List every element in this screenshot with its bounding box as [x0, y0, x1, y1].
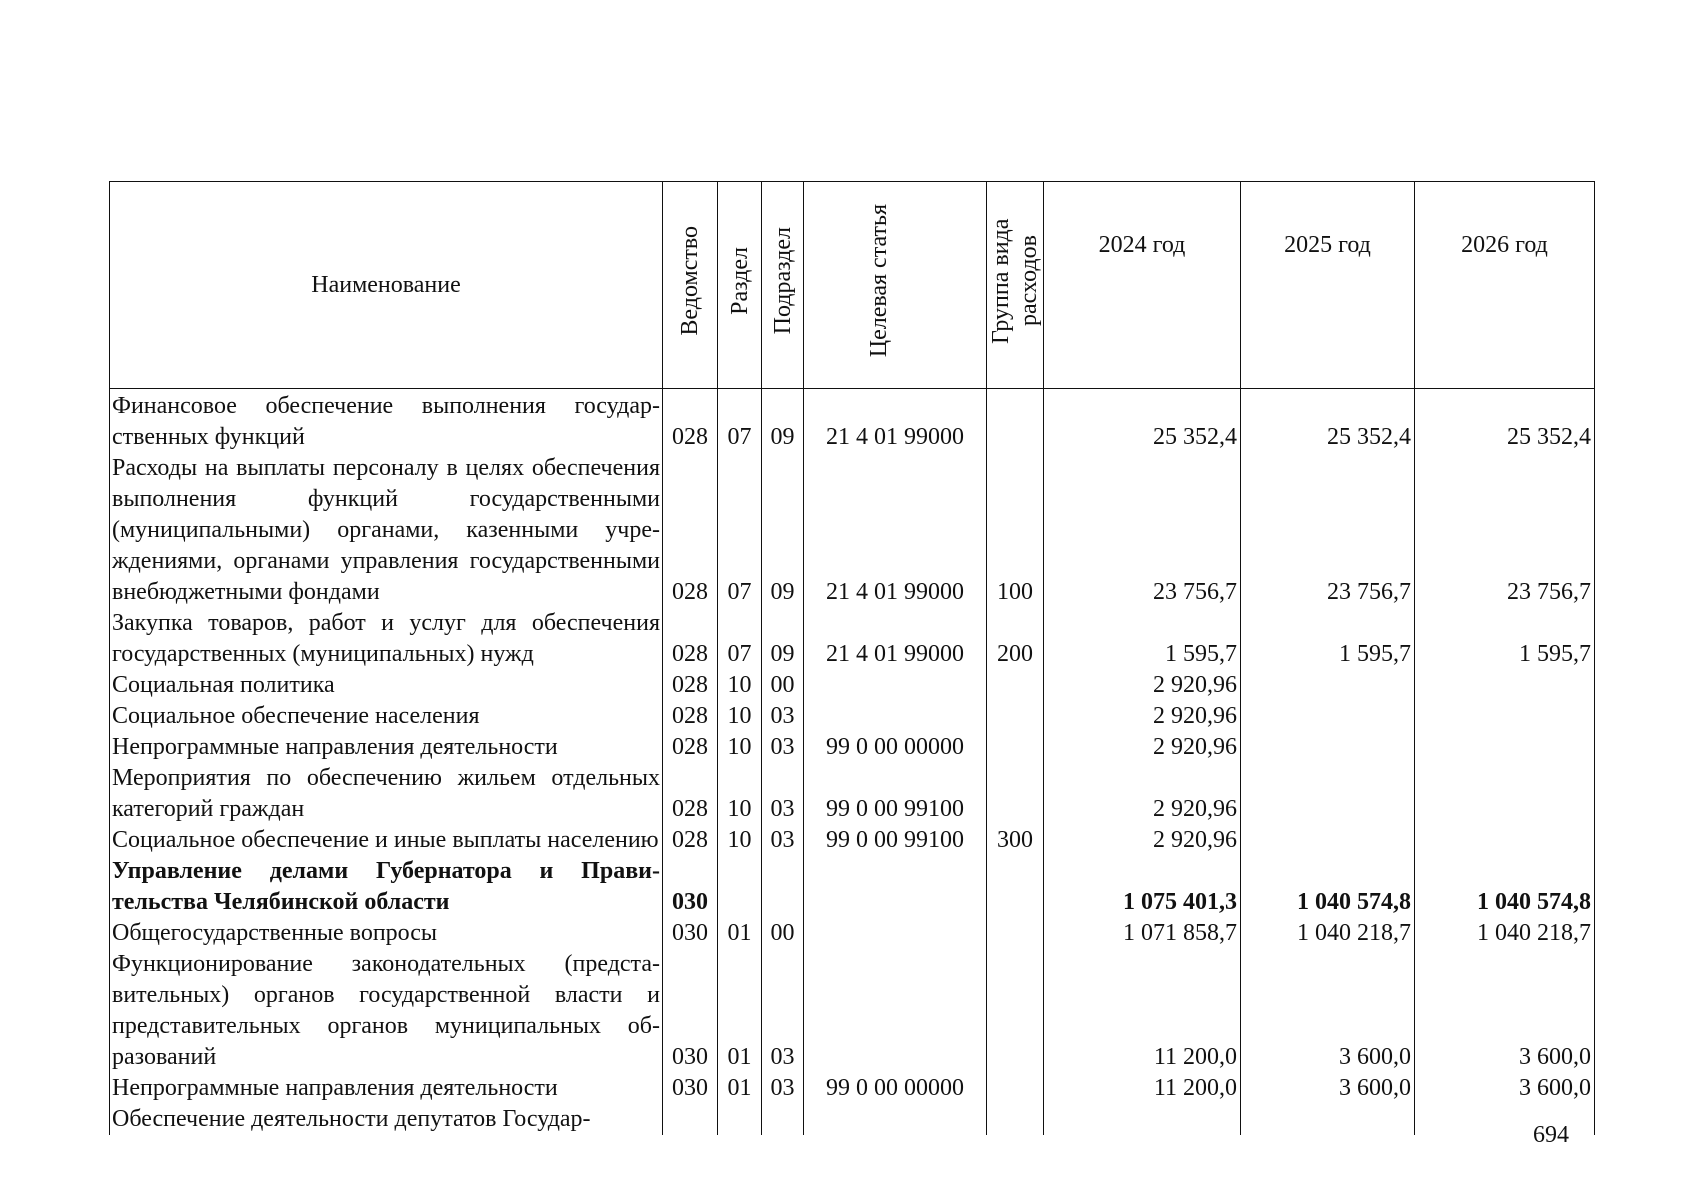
cell-name: Функционирование законодательных (представительных) органов государственной власти и представительных органов муниципальных образований	[110, 949, 663, 1073]
cell-year-2025	[1241, 825, 1415, 856]
cell-name: Обеспечение деятельности депутатов Государ-	[110, 1104, 663, 1135]
cell-year-2024: 2 920,96	[1044, 763, 1241, 825]
cell-gruppa: 100	[987, 453, 1044, 608]
cell-podrazdel	[762, 1104, 804, 1135]
cell-year-2026	[1415, 732, 1595, 763]
cell-razdel: 01	[718, 1073, 762, 1104]
budget-table	[109, 181, 1595, 1135]
header-gruppa-vida-rashodov: Группа вида расходов	[987, 182, 1044, 389]
cell-year-2025: 1 595,7	[1241, 608, 1415, 670]
table-row	[110, 918, 1595, 949]
cell-year-2024: 1 075 401,3	[1044, 856, 1241, 918]
cell-name: Непрограммные направления деятельности	[110, 732, 663, 763]
cell-year-2026: 23 756,7	[1415, 453, 1595, 608]
cell-vedomstvo: 028	[663, 732, 718, 763]
cell-podrazdel: 03	[762, 763, 804, 825]
cell-gruppa	[987, 949, 1044, 1073]
cell-vedomstvo: 028	[663, 670, 718, 701]
table-header	[110, 182, 1595, 389]
cell-vedomstvo: 028	[663, 389, 718, 454]
table-row	[110, 608, 1595, 670]
cell-podrazdel: 09	[762, 389, 804, 454]
cell-name: Социальное обеспечение населения	[110, 701, 663, 732]
cell-podrazdel: 03	[762, 1073, 804, 1104]
cell-year-2025: 23 756,7	[1241, 453, 1415, 608]
cell-razdel: 10	[718, 825, 762, 856]
cell-vedomstvo: 028	[663, 763, 718, 825]
header-celevaya-statya: Целевая статья	[804, 182, 987, 389]
cell-celevaya-statya: 99 0 00 99100	[804, 825, 987, 856]
cell-year-2026	[1415, 670, 1595, 701]
cell-gruppa	[987, 732, 1044, 763]
cell-year-2026: 3 600,0	[1415, 1073, 1595, 1104]
table-row	[110, 856, 1595, 918]
cell-year-2026: 25 352,4	[1415, 389, 1595, 454]
cell-vedomstvo: 028	[663, 453, 718, 608]
cell-year-2024: 11 200,0	[1044, 1073, 1241, 1104]
cell-celevaya-statya: 99 0 00 00000	[804, 1073, 987, 1104]
cell-year-2024: 11 200,0	[1044, 949, 1241, 1073]
table-row	[110, 453, 1595, 608]
cell-gruppa: 300	[987, 825, 1044, 856]
cell-gruppa	[987, 701, 1044, 732]
cell-podrazdel: 03	[762, 701, 804, 732]
cell-year-2024: 1 595,7	[1044, 608, 1241, 670]
cell-podrazdel: 00	[762, 918, 804, 949]
cell-gruppa	[987, 918, 1044, 949]
cell-celevaya-statya: 21 4 01 99000	[804, 453, 987, 608]
table-row	[110, 389, 1595, 454]
cell-celevaya-statya: 99 0 00 00000	[804, 732, 987, 763]
cell-year-2024: 2 920,96	[1044, 670, 1241, 701]
cell-vedomstvo: 028	[663, 825, 718, 856]
cell-razdel: 07	[718, 453, 762, 608]
header-year-2024: 2024 год	[1044, 182, 1241, 389]
cell-gruppa	[987, 1073, 1044, 1104]
cell-celevaya-statya	[804, 701, 987, 732]
cell-year-2026: 1 040 574,8	[1415, 856, 1595, 918]
cell-celevaya-statya	[804, 949, 987, 1073]
cell-gruppa	[987, 763, 1044, 825]
cell-vedomstvo: 030	[663, 918, 718, 949]
header-razdel: Раздел	[718, 182, 762, 389]
cell-year-2025: 25 352,4	[1241, 389, 1415, 454]
cell-podrazdel: 03	[762, 825, 804, 856]
cell-name: Управление делами Губернатора и Правительства Челябинской области	[110, 856, 663, 918]
table-row	[110, 701, 1595, 732]
header-podrazdel: Подраздел	[762, 182, 804, 389]
cell-year-2025	[1241, 670, 1415, 701]
cell-year-2024: 2 920,96	[1044, 825, 1241, 856]
cell-podrazdel: 09	[762, 608, 804, 670]
cell-razdel: 01	[718, 949, 762, 1073]
table-row	[110, 1073, 1595, 1104]
cell-gruppa	[987, 389, 1044, 454]
table-row	[110, 670, 1595, 701]
cell-razdel: 10	[718, 763, 762, 825]
table-body	[110, 389, 1595, 1136]
cell-year-2026	[1415, 763, 1595, 825]
cell-celevaya-statya	[804, 918, 987, 949]
header-vedomstvo: Ведомство	[663, 182, 718, 389]
cell-razdel: 10	[718, 701, 762, 732]
cell-razdel: 07	[718, 389, 762, 454]
cell-year-2024: 2 920,96	[1044, 732, 1241, 763]
cell-year-2024	[1044, 1104, 1241, 1135]
header-name: Наименование	[110, 182, 663, 389]
cell-year-2025	[1241, 1104, 1415, 1135]
header-year-2026: 2026 год	[1415, 182, 1595, 389]
cell-year-2026: 1 040 218,7	[1415, 918, 1595, 949]
cell-celevaya-statya: 21 4 01 99000	[804, 608, 987, 670]
table-row	[110, 732, 1595, 763]
table-row	[110, 763, 1595, 825]
cell-year-2026	[1415, 701, 1595, 732]
cell-name: Закупка товаров, работ и услуг для обеспечения государственных (муниципальных) нужд	[110, 608, 663, 670]
cell-gruppa	[987, 1104, 1044, 1135]
cell-razdel: 10	[718, 670, 762, 701]
cell-razdel: 07	[718, 608, 762, 670]
cell-name: Социальная политика	[110, 670, 663, 701]
cell-name: Расходы на выплаты персоналу в целях обеспечения выполнения функций государственными (муниципальными) органами, казенными учреждениями, органами управления государственными внебюджетными фондами	[110, 453, 663, 608]
cell-year-2025: 1 040 218,7	[1241, 918, 1415, 949]
cell-year-2024: 1 071 858,7	[1044, 918, 1241, 949]
cell-vedomstvo: 030	[663, 1073, 718, 1104]
table-row	[110, 825, 1595, 856]
cell-year-2024: 2 920,96	[1044, 701, 1241, 732]
page-number: 694	[1533, 1122, 1569, 1148]
cell-vedomstvo: 028	[663, 608, 718, 670]
cell-celevaya-statya	[804, 1104, 987, 1135]
table-row	[110, 949, 1595, 1073]
cell-vedomstvo: 030	[663, 856, 718, 918]
cell-podrazdel: 03	[762, 732, 804, 763]
cell-vedomstvo	[663, 1104, 718, 1135]
cell-name: Финансовое обеспечение выполнения государственных функций	[110, 389, 663, 454]
cell-year-2026	[1415, 825, 1595, 856]
cell-gruppa	[987, 670, 1044, 701]
cell-celevaya-statya: 21 4 01 99000	[804, 389, 987, 454]
header-year-2025: 2025 год	[1241, 182, 1415, 389]
cell-year-2025: 3 600,0	[1241, 949, 1415, 1073]
table-row	[110, 1104, 1595, 1135]
cell-razdel: 10	[718, 732, 762, 763]
cell-razdel	[718, 856, 762, 918]
cell-podrazdel: 00	[762, 670, 804, 701]
cell-year-2026: 3 600,0	[1415, 949, 1595, 1073]
cell-celevaya-statya: 99 0 00 99100	[804, 763, 987, 825]
cell-name: Социальное обеспечение и иные выплаты населению	[110, 825, 663, 856]
cell-year-2025	[1241, 732, 1415, 763]
cell-year-2025	[1241, 701, 1415, 732]
cell-podrazdel: 09	[762, 453, 804, 608]
cell-year-2024: 23 756,7	[1044, 453, 1241, 608]
cell-podrazdel	[762, 856, 804, 918]
cell-name: Мероприятия по обеспечению жильем отдельных категорий граждан	[110, 763, 663, 825]
cell-year-2025: 1 040 574,8	[1241, 856, 1415, 918]
cell-year-2025: 3 600,0	[1241, 1073, 1415, 1104]
cell-year-2025	[1241, 763, 1415, 825]
cell-year-2024: 25 352,4	[1044, 389, 1241, 454]
cell-year-2026: 1 595,7	[1415, 608, 1595, 670]
cell-podrazdel: 03	[762, 949, 804, 1073]
cell-vedomstvo: 028	[663, 701, 718, 732]
cell-gruppa: 200	[987, 608, 1044, 670]
cell-vedomstvo: 030	[663, 949, 718, 1073]
cell-name: Непрограммные направления деятельности	[110, 1073, 663, 1104]
cell-razdel: 01	[718, 918, 762, 949]
cell-celevaya-statya	[804, 856, 987, 918]
cell-gruppa	[987, 856, 1044, 918]
cell-name: Общегосударственные вопросы	[110, 918, 663, 949]
cell-celevaya-statya	[804, 670, 987, 701]
cell-razdel	[718, 1104, 762, 1135]
